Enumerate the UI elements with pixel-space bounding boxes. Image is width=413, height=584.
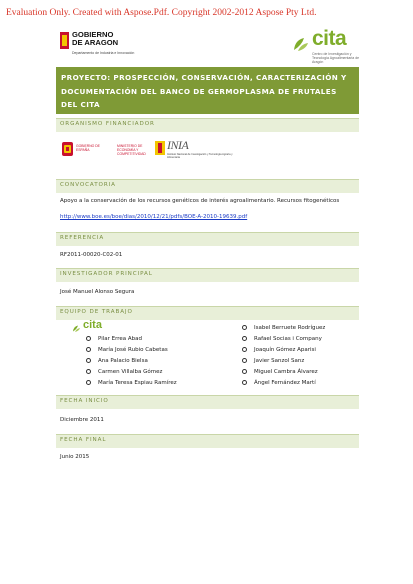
- section-heading: ORGANISMO FINANCIADOR: [60, 121, 155, 127]
- cita-leaf-icon: [72, 324, 81, 333]
- section-equipo-trabajo: [56, 306, 359, 320]
- bullet-icon: [242, 325, 247, 330]
- fecha-inicio-value: Diciembre 2011: [60, 417, 104, 423]
- cita-logo-word: cita: [312, 27, 347, 50]
- bullet-icon: [86, 380, 91, 385]
- project-title: [61, 71, 357, 112]
- referencia-value: RF2011-00020-C02-01: [60, 252, 123, 258]
- list-item: Miguel Cambra Álvarez: [242, 369, 318, 375]
- section-referencia: [56, 232, 359, 246]
- section-heading: FECHA FINAL: [60, 437, 107, 443]
- section-heading: INVESTIGADOR PRINCIPAL: [60, 271, 153, 277]
- bullet-icon: [242, 369, 247, 374]
- project-title-band: [56, 67, 359, 114]
- aragon-logo-subtitle: Departamento de Industria e Innovación: [72, 51, 135, 55]
- aragon-logo-line2: DE ARAGON: [72, 38, 119, 47]
- inia-logo-subtitle: Instituto Nacional de Investigación y Tecnología Agraria y Alimentaria: [167, 153, 233, 160]
- cita-logo: [292, 27, 360, 64]
- gobierno-aragon-logo: [60, 32, 140, 62]
- section-fecha-final: [56, 434, 359, 448]
- bullet-icon: [86, 336, 91, 341]
- inia-logo-word: INIA: [167, 138, 189, 152]
- spain-coat-of-arms-icon: [62, 142, 73, 156]
- list-item: Joaquín Gómez Aparisi: [242, 347, 316, 353]
- bullet-icon: [86, 347, 91, 352]
- gobierno-espana-label: GOBIERNO DE ESPAÑA: [76, 144, 100, 153]
- list-item: Javier Sanzol Sanz: [242, 358, 304, 364]
- ministerio-label: MINISTERIO DE ECONOMÍA Y COMPETITIVIDAD: [117, 144, 146, 157]
- list-item: Ángel Fernández Martí: [242, 380, 316, 386]
- fecha-final-value: Junio 2015: [60, 454, 90, 460]
- evaluation-watermark: Evaluation Only. Created with Aspose.Pdf. Copyright 2002-2012 Aspose Pty Ltd.: [6, 8, 317, 18]
- aragon-shield-icon: [60, 32, 69, 49]
- list-item: Carmen Villalba Gómez: [86, 369, 162, 375]
- section-convocatoria: [56, 179, 359, 193]
- convocatoria-link[interactable]: http://www.boe.es/boe/dias/2010/12/21/pdfs/BOE-A-2010-19639.pdf: [60, 214, 248, 220]
- section-fecha-inicio: [56, 395, 359, 409]
- bullet-icon: [242, 358, 247, 363]
- section-heading: EQUIPO DE TRABAJO: [60, 309, 133, 315]
- convocatoria-text: Apoyo a la conservación de los recursos genéticos de interés agroalimentario. Recursos fitogenéticos: [60, 198, 340, 204]
- investigador-value: José Manuel Alonso Segura: [60, 289, 135, 295]
- list-item: Pilar Errea Abad: [86, 336, 142, 342]
- inia-logo: [155, 140, 233, 162]
- funder-logos: [62, 138, 233, 166]
- list-item: Rafael Socias i Company: [242, 336, 322, 342]
- section-investigador-principal: [56, 268, 359, 282]
- team-cita-logo: [72, 319, 112, 336]
- section-heading: FECHA INICIO: [60, 398, 109, 404]
- list-item: María José Rubio Cabetas: [86, 347, 168, 353]
- bullet-icon: [86, 369, 91, 374]
- title-line-2: DOCUMENTACIÓN DEL BANCO DE GERMOPLASMA DE FRUTALES: [61, 86, 337, 96]
- section-heading: CONVOCATORIA: [60, 182, 116, 188]
- bullet-icon: [242, 347, 247, 352]
- section-organismo-financiador: [56, 118, 359, 132]
- cita-logo-subtitle: Centro de Investigación y Tecnología Agroalimentaria de Aragón: [312, 52, 360, 64]
- cita-leaf-icon: [292, 36, 310, 52]
- aragon-logo-line1: GOBIERNO: [72, 30, 114, 39]
- team-cita-word: cita: [83, 319, 102, 331]
- bullet-icon: [242, 380, 247, 385]
- list-item: María Teresa Espiau Ramírez: [86, 380, 177, 386]
- list-item: Ana Palacio Bielsa: [86, 358, 148, 364]
- section-heading: REFERENCIA: [60, 235, 105, 241]
- bullet-icon: [242, 336, 247, 341]
- list-item: Isabel Berruete Rodríguez: [242, 325, 325, 331]
- title-line-1: PROYECTO: PROSPECCIÓN, CONSERVACIÓN, CARACTERIZACIÓN Y: [61, 73, 347, 82]
- title-line-3: DEL CITA: [61, 100, 101, 109]
- inia-mark-icon: [155, 141, 165, 155]
- bullet-icon: [86, 358, 91, 363]
